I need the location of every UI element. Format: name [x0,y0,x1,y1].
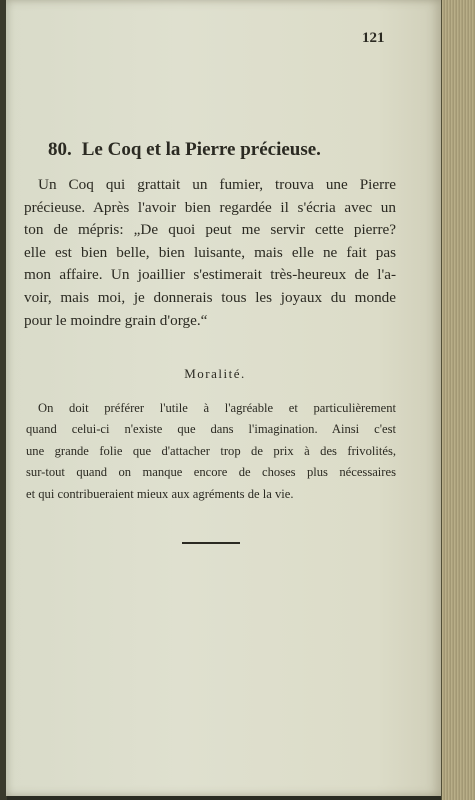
fable-line: précieuse. Après l'avoir bien regardée il s'écria avec un [24,198,396,216]
fable-body [24,174,396,332]
moral-heading: Moralité. [184,366,246,381]
fable-line: ton de mépris: „De quoi peut me servir cette pierre? [24,221,396,239]
book-page [6,0,442,796]
fable-line: mon affaire. Un joaillier s'estimerait très-heureux de l'a- [24,266,396,284]
fable-number: 80. [48,139,72,160]
fable-title [48,139,321,161]
fable-line: voir, mais moi, je donnerais tous les joyaux du monde [24,288,396,306]
page-edges [442,0,475,800]
moral-body [26,398,396,505]
fable-line: elle est bien belle, bien luisante, mais elle ne fait pas [24,243,396,261]
moral-line: On doit préférer l'utile à l'agréable et particulièrement [38,401,396,415]
fable-line: pour le moindre grain d'orge.“ [24,311,208,329]
fable-line: Un Coq qui grattait un fumier, trouva une Pierre [38,176,396,193]
page-number: 121 [362,30,385,46]
end-rule [182,542,240,544]
fable-title-text: Le Coq et la Pierre précieuse. [81,139,321,160]
moral-line: et qui contribueraient mieux aux agréments de la vie. [26,486,294,501]
moral-line: sur-tout quand on manque encore de choses plus nécessaires [26,465,396,480]
moral-line: quand celui-ci n'existe que dans l'imagination. Ainsi c'est [26,422,396,437]
moral-line: une grande folie que d'attacher trop de prix à des frivolités, [26,443,396,458]
